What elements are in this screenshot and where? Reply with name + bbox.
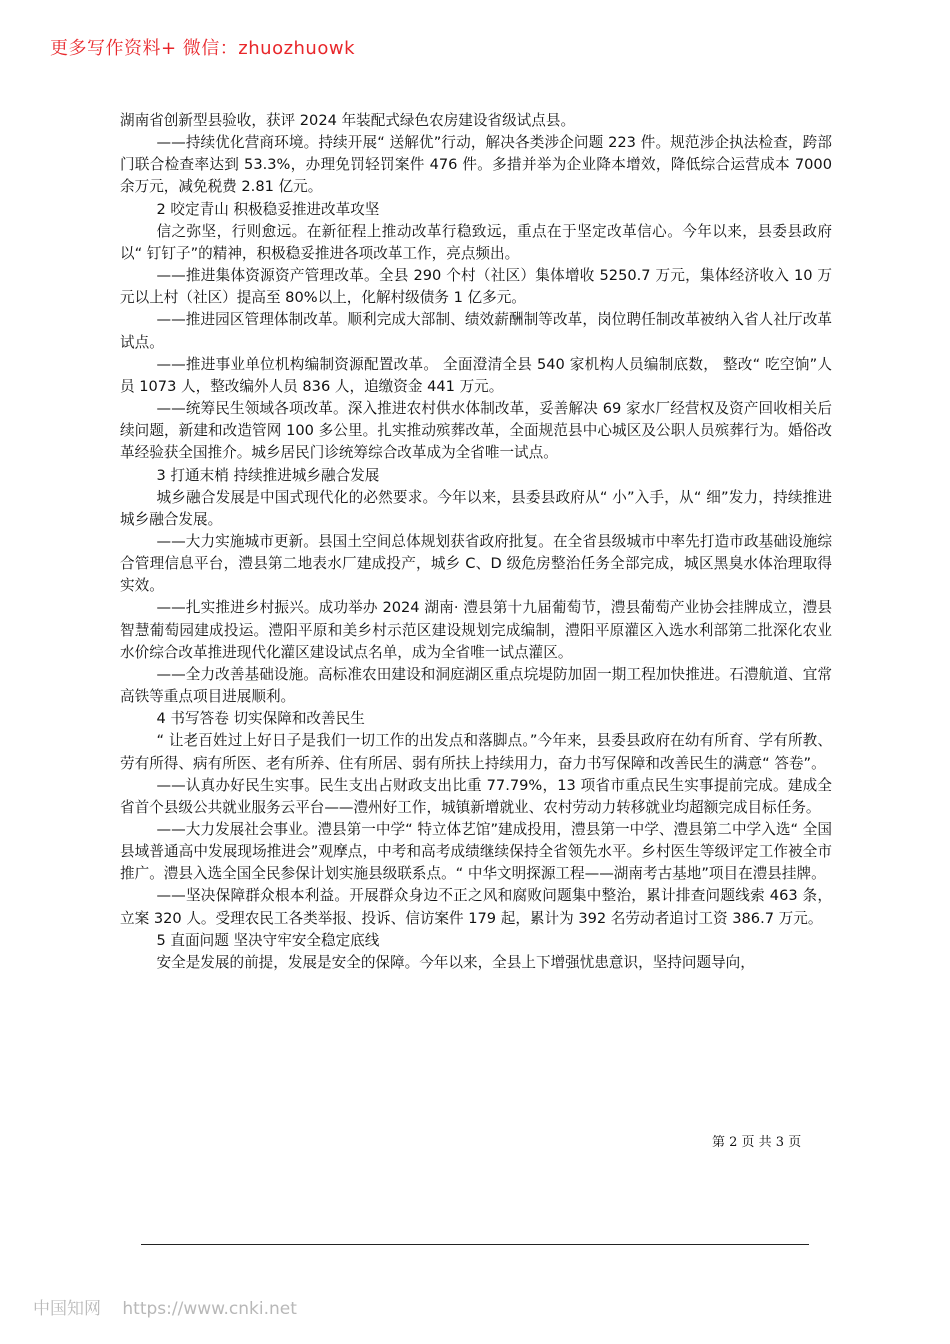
paragraph: 湖南省创新型县验收，获评 2024 年装配式绿色农房建设省级试点县。 (120, 112, 576, 129)
watermark-url: https://www.cnki.net (122, 1299, 297, 1319)
paragraph: “ 让老百姓过上好日子是我们一切工作的出发点和落脚点。”今年来，县委县政府在幼有所育、学有所教、劳有所得、病有所医、老有所养、住有所居、弱有所扶上持续用力，奋力书写保障和改善民生的满意“ 答卷”。 (120, 732, 832, 772)
page-number: 第 2 页 共 3 页 (712, 1135, 802, 1150)
paragraph: ——大力实施城市更新。县国土空间总体规划获省政府批复。在全省县级城市中率先打造市政基础设施综合管理信息平台，澧县第二地表水厂建成投产，城乡 C、D 级危房整治任务全部完成，城区黑臭水体治理取得实效。 (120, 532, 832, 595)
paragraph: 城乡融合发展是中国式现代化的必然要求。今年以来，县委县政府从“ 小”入手，从“ 细”发力，持续推进城乡融合发展。 (120, 488, 832, 528)
section-heading: 4 书写答卷 切实保障和改善民生 (156, 710, 365, 728)
watermark-site-name: 中国知网 (33, 1299, 101, 1319)
footer-divider (141, 1244, 809, 1245)
watermark (33, 1294, 297, 1319)
section-heading: 2 咬定青山 积极稳妥推进改革攻坚 (156, 200, 380, 218)
paragraph: ——推进集体资源资产管理改革。全县 290 个村（社区）集体增收 5250.7 万元，集体经济收入 10 万元以上村（社区）提高至 80%以上，化解村级债务 1 亿多元。 (120, 267, 832, 307)
paragraph: ——大力发展社会事业。澧县第一中学“ 特立体艺馆”建成投用，澧县第一中学、澧县第二中学入选“ 全国县域普通高中发展现场推进会”观摩点，中考和高考成绩继续保持全省领先水平。乡村医生等级评定工作被全市推广。澧县入选全国全民参保计划实施县级联系点。“ 中华文明探源工程——湖南考古基地”项目在澧县挂牌。 (120, 821, 832, 883)
paragraph: ——全力改善基础设施。高标准农田建设和洞庭湖区重点垸堤防加固一期工程加快推进。石澧航道、宜常高铁等重点项目进展顺利。 (120, 665, 832, 706)
paragraph: 安全是发展的前提，发展是安全的保障。今年以来，全县上下增强忧患意识，坚持问题导向， (156, 953, 755, 971)
paragraph: ——持续优化营商环境。持续开展“ 送解优”行动，解决各类涉企问题 223 件。规范涉企执法检查，跨部门联合检查率达到 53.3%，办理免罚轻罚案件 476 件。多措并举为企业降本增效，降低综合运营成本 7000 余万元，减免税费 2.81 亿元。 (120, 134, 832, 196)
section-heading: 3 打通末梢 持续推进城乡融合发展 (156, 466, 380, 484)
paragraph: ——推进事业单位机构编制资源配置改革。 全面澄清全县 540 家机构人员编制底数， 整改“ 吃空饷”人员 1073 人，整改编外人员 836 人，追缴资金 441 万元。 (120, 355, 832, 395)
paragraph: ——统筹民生领域各项改革。深入推进农村供水体制改革，妥善解决 69 家水厂经营权及资产回收相关后续问题，新建和改造管网 100 多公里。扎实推动殡葬改革，全面规范县中心城区及公职人员殡葬行为。婚俗改革经验获全国推介。城乡居民门诊统筹综合改革成为全省唯一试点。 (120, 400, 832, 462)
paragraph: ——坚决保障群众根本利益。开展群众身边不正之风和腐败问题集中整治，累计排查问题线索 463 条，立案 320 人。受理农民工各类举报、投诉、信访案件 179 起，累计为 392 名劳动者追讨工资 386.7 万元。 (120, 887, 832, 927)
paragraph: ——认真办好民生实事。民生支出占财政支出比重 77.79%，13 项省市重点民生实事提前完成。建成全省首个县级公共就业服务云平台——澧州好工作，城镇新增就业、农村劳动力转移就业均超额完成目标任务。 (120, 776, 832, 816)
section-heading: 5 直面问题 坚决守牢安全稳定底线 (156, 931, 380, 949)
document-body (120, 110, 832, 974)
paragraph: 信之弥坚，行则愈远。在新征程上推动改革行稳致远，重点在于坚定改革信心。今年以来，县委县政府以“ 钉钉子”的精神，积极稳妥推进各项改革工作，亮点频出。 (120, 222, 832, 262)
paragraph: ——推进园区管理体制改革。顺利完成大部制、绩效薪酬制等改革，岗位聘任制改革被纳入省人社厅改革试点。 (120, 311, 832, 351)
promo-banner: 更多写作资料+ 微信：zhuozhuowk (50, 38, 356, 59)
paragraph: ——扎实推进乡村振兴。成功举办 2024 湖南· 澧县第十九届葡萄节，澧县葡萄产业协会挂牌成立，澧县智慧葡萄园建成投运。澧阳平原和美乡村示范区建设规划完成编制，澧阳平原灌区入选水利部第二批深化农业水价综合改革推进现代化灌区建设试点名单，成为全省唯一试点灌区。 (120, 599, 832, 661)
